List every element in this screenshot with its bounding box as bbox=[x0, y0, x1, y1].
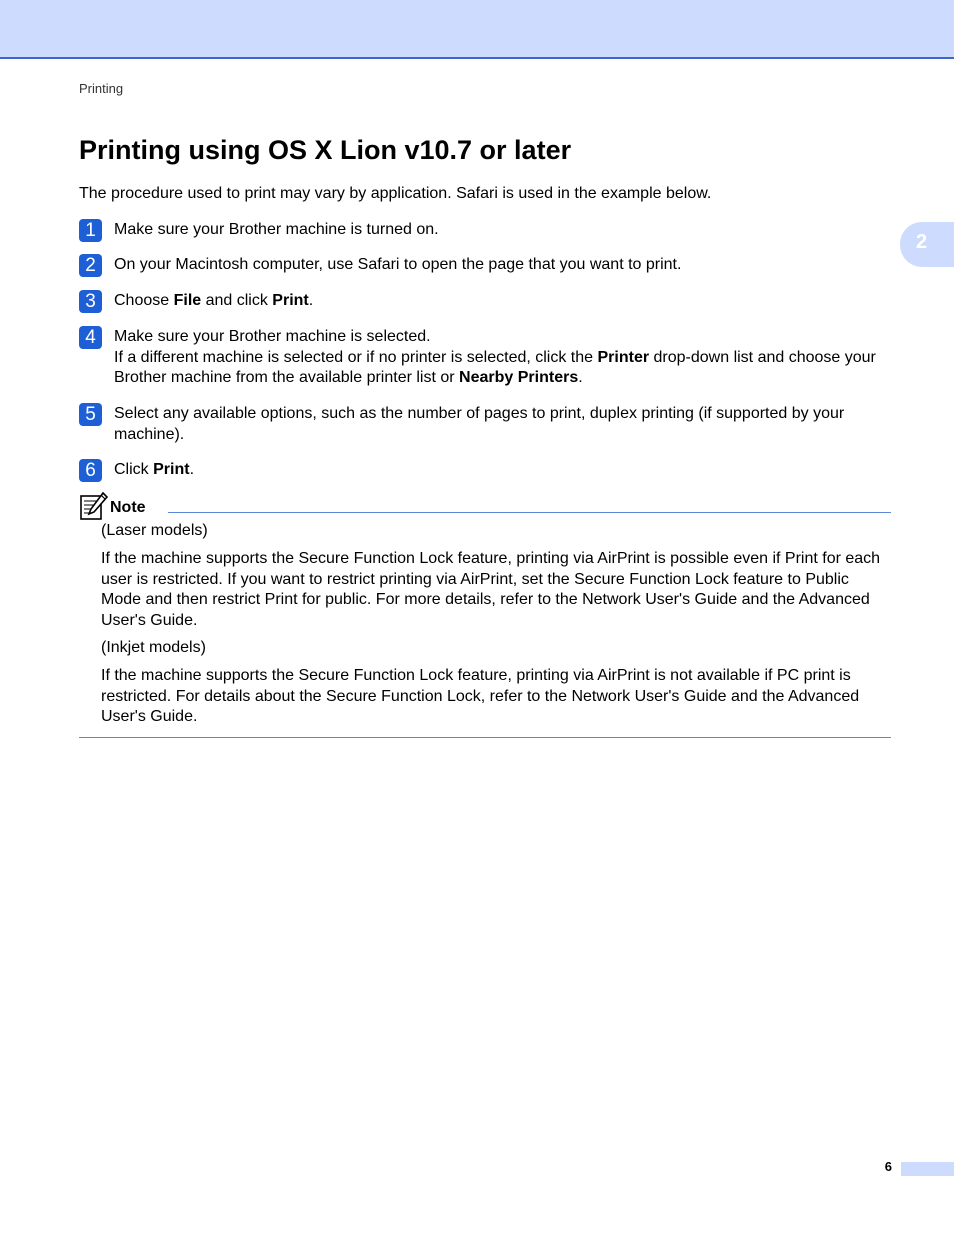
step-number-badge: 5 bbox=[79, 403, 102, 426]
step-text: Select any available options, such as the number of pages to print, duplex printing (if supported by your machine). bbox=[114, 405, 845, 443]
footer-tab bbox=[901, 1162, 954, 1176]
step-text: Click Print. bbox=[114, 461, 195, 478]
note-header bbox=[79, 491, 891, 521]
note-paragraph: (Inkjet models) bbox=[101, 639, 206, 656]
step-number-badge: 4 bbox=[79, 326, 102, 349]
note-divider bbox=[168, 512, 891, 513]
note-bottom-divider bbox=[79, 737, 891, 738]
chapter-tab bbox=[900, 222, 954, 267]
nearby-printers-label: Nearby Printers bbox=[459, 369, 579, 386]
note-label: Note bbox=[110, 499, 146, 516]
note-paragraph: If the machine supports the Secure Function Lock feature, printing via AirPrint is possible even if Print for each user is restricted. If you want to restrict printing via AirPrint, set the Secure Function Lock feature to Public Mode and then restrict Print for public. For more details, refer to the Network User's Guide and the Advanced User's Guide. bbox=[101, 550, 881, 629]
printer-label: Printer bbox=[597, 348, 650, 366]
step-text: Make sure your Brother machine is selected. If a different machine is selected or if no printer is selected, click the Printer drop-down list and choose your Brother machine from the available printer list or Nearby Printers. bbox=[114, 328, 876, 386]
intro-text: The procedure used to print may vary by application. Safari is used in the example below. bbox=[79, 185, 712, 202]
menu-file-label: File bbox=[173, 292, 202, 309]
print-label: Print bbox=[153, 461, 190, 478]
note-paragraph: If the machine supports the Secure Function Lock feature, printing via AirPrint is not available if PC print is restricted. For details about the Secure Function Lock, refer to the Network User's Guide and the Advanced User's Guide. bbox=[101, 667, 860, 725]
step-number-badge: 3 bbox=[79, 290, 102, 313]
header-band bbox=[0, 0, 954, 59]
note-paragraph: (Laser models) bbox=[101, 522, 208, 539]
note-pencil-icon bbox=[79, 491, 109, 521]
step-number-badge: 6 bbox=[79, 459, 102, 482]
chapter-number: 2 bbox=[916, 231, 928, 253]
step-number-badge: 1 bbox=[79, 219, 102, 242]
page-title: Printing using OS X Lion v10.7 or later bbox=[79, 135, 572, 165]
step-number-badge: 2 bbox=[79, 254, 102, 277]
print-label: Print bbox=[272, 292, 309, 309]
step-text: Choose File and click Print. bbox=[114, 292, 314, 309]
page-number: 6 bbox=[884, 1159, 892, 1174]
step-text: On your Macintosh computer, use Safari to open the page that you want to print. bbox=[114, 256, 682, 273]
step-text: Make sure your Brother machine is turned on. bbox=[114, 221, 439, 238]
running-head: Printing bbox=[79, 81, 124, 96]
